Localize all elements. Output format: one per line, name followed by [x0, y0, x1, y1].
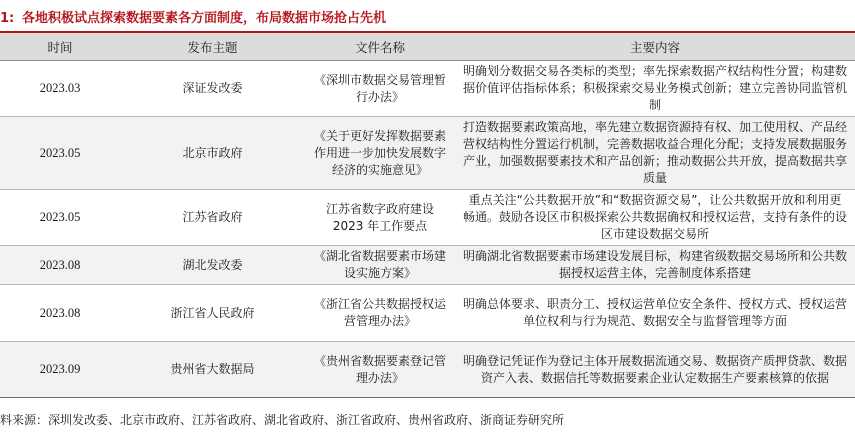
- cell-issuer: 湖北发改委: [120, 246, 305, 285]
- table-row: [0, 61, 855, 117]
- table-number: 1:: [0, 11, 15, 26]
- table-title-text: 各地积极试点探索数据要素各方面制度，布局数据市场抢占先机: [22, 11, 387, 26]
- policy-table: [0, 33, 855, 398]
- table-row: [0, 117, 855, 190]
- table-row: [0, 190, 855, 246]
- cell-document: 《湖北省数据要素市场建设实施方案》: [305, 246, 455, 285]
- cell-date: 2023.08: [0, 285, 120, 342]
- cell-date: 2023.08: [0, 246, 120, 285]
- column-header-issuer: 发布主题: [120, 33, 305, 61]
- cell-content: 明确总体要求、职责分工、授权运营单位安全条件、授权方式、授权运营单位权利与行为规范、数据安全与监督管理等方面: [455, 285, 855, 342]
- cell-document: 《关于更好发挥数据要素作用进一步加快发展数字经济的实施意见》: [305, 117, 455, 190]
- table-title: [0, 9, 386, 29]
- column-header-content: 主要内容: [455, 33, 855, 61]
- cell-document: 《浙江省公共数据授权运营管理办法》: [305, 285, 455, 342]
- source-note: 料来源：深圳发改委、北京市政府、江苏省政府、湖北省政府、浙江省政府、贵州省政府、浙商证券研究所: [0, 413, 565, 427]
- cell-document: 《深圳市数据交易管理暂行办法》: [305, 61, 455, 117]
- cell-document: 《贵州省数据要素登记管理办法》: [305, 342, 455, 398]
- cell-date: 2023.05: [0, 117, 120, 190]
- cell-issuer: 深证发改委: [120, 61, 305, 117]
- cell-date: 2023.09: [0, 342, 120, 398]
- cell-content: 重点关注“公共数据开放”和“数据资源交易”，让公共数据开放和利用更畅通。鼓励各设区市积极探索公共数据确权和授权运营，支持有条件的设区市建设数据交易所: [455, 190, 855, 246]
- cell-date: 2023.03: [0, 61, 120, 117]
- table-row: [0, 342, 855, 398]
- cell-content: 打造数据要素政策高地，率先建立数据资源持有权、加工使用权、产品经营权结构性分置运行机制，完善数据收益合理化分配；支持发展数据服务产业，加强数据要素技术和产品创新；推动数据公共开放，提高数据共享质量: [455, 117, 855, 190]
- table-row: [0, 285, 855, 342]
- cell-issuer: 贵州省大数据局: [120, 342, 305, 398]
- cell-content: 明确划分数据交易各类标的类型；率先探索数据产权结构性分置；构建数据价值评估指标体系；积极探索交易业务模式创新；建立完善协同监管机制: [455, 61, 855, 117]
- column-header-time: 时间: [0, 33, 120, 61]
- cell-document: 江苏省数字政府建设2023 年工作要点: [305, 190, 455, 246]
- cell-issuer: 江苏省政府: [120, 190, 305, 246]
- cell-content: 明确湖北省数据要素市场建设发展目标，构建省级数据交易场所和公共数据授权运营主体，完善制度体系搭建: [455, 246, 855, 285]
- cell-date: 2023.05: [0, 190, 120, 246]
- cell-content: 明确登记凭证作为登记主体开展数据流通交易、数据资产质押贷款、数据资产入表、数据信托等数据要素企业认定数据生产要素核算的依据: [455, 342, 855, 398]
- cell-issuer: 北京市政府: [120, 117, 305, 190]
- column-header-document: 文件名称: [305, 33, 455, 61]
- cell-issuer: 浙江省人民政府: [120, 285, 305, 342]
- table-header-row: [0, 33, 855, 61]
- table-row: [0, 246, 855, 285]
